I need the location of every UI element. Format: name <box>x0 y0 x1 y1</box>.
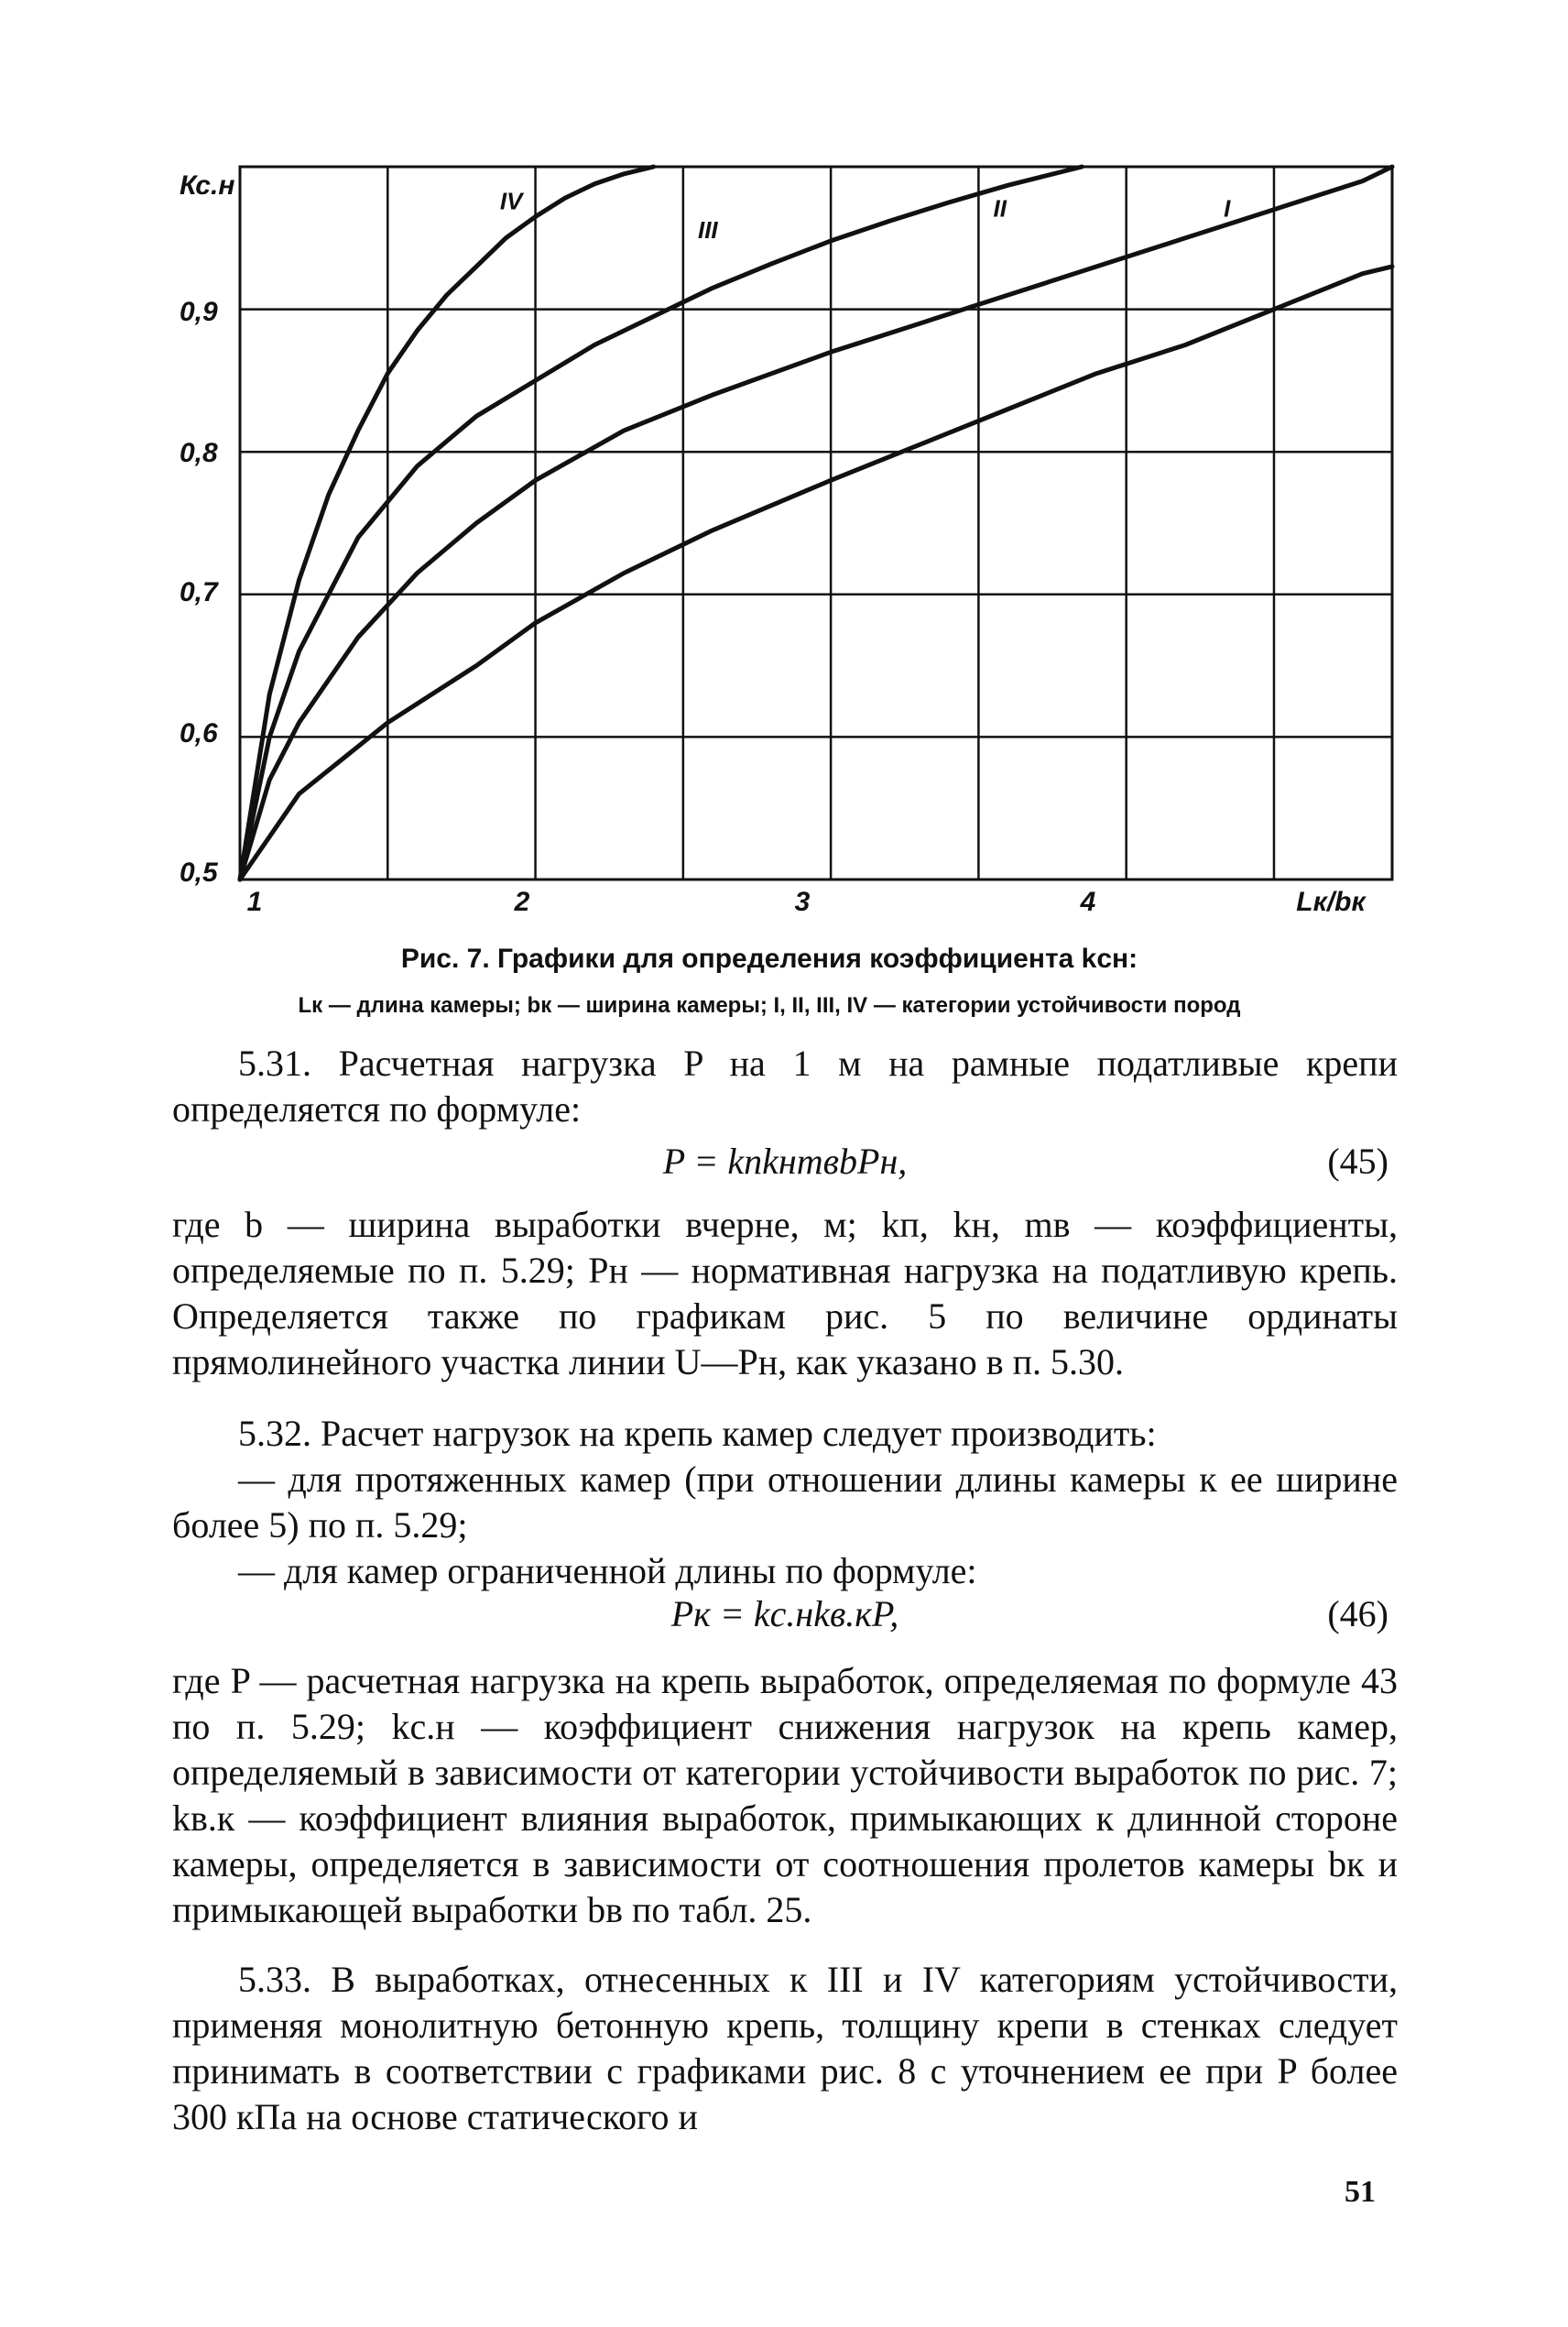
paragraph-text: где P — расчетная нагрузка на крепь выработок, определяемая по формуле 43 по п. 5.29; kс.н — коэффициент снижения нагрузок на крепь камер, определяемый в зависимости от категории устойчивости выработок по рис. 7; kв.к — коэффициент влияния выработок, примыкающих к длинной стороне камеры, определяется в зависимости от соотношения пролетов камеры bк и примыкающей выработки bв по табл. 25. <box>172 1660 1398 1930</box>
paragraph-text: где b — ширина выработки вчерне, м; kп, kн, mв — коэффициенты, определяемые по п. 5.29; Pн — нормативная нагрузка на податливую крепь. Определяется также по графикам рис. 5 по величине ординаты прямолинейного участка линии U—Pн, как указано в п. 5.30. <box>172 1204 1398 1382</box>
chart-curves <box>240 167 1392 879</box>
formula-expression: Pк = kс.нkв.кP, <box>670 1593 899 1634</box>
formula-number: (45) <box>1327 1141 1388 1182</box>
y-tick-label: 0,5 <box>180 858 218 888</box>
formula-45 <box>172 1140 1398 1185</box>
curve-label: I <box>1224 194 1231 223</box>
plot-frame <box>240 167 1392 879</box>
chart-curve-labels <box>500 188 1231 244</box>
paragraph-5-32 <box>172 1411 1398 1594</box>
figure-caption-legend: Lк — длина камеры; bк — ширина камеры; I, II, III, IV — категории устойчивости пород <box>298 993 1241 1018</box>
x-axis-label: Lк/bк <box>1296 887 1366 917</box>
curve-category-iii <box>240 167 1082 879</box>
formula-46 <box>172 1592 1398 1638</box>
curve-category-iv <box>240 167 654 879</box>
x-tick-label: 4 <box>1080 887 1096 917</box>
y-tick-label: 0,7 <box>180 577 218 607</box>
curve-label: II <box>993 194 1007 223</box>
paragraph-text: 5.33. В выработках, отнесенных к III и IV категориям устойчивости, применяя монолитную бетонную крепь, толщину крепи в стенках следует принимать в соответствии с графиками рис. 8 с уточнением ее при P более 300 кПа на основе статического и <box>172 1959 1398 2137</box>
curve-label: IV <box>499 187 523 215</box>
y-axis-label: Кс.н <box>180 170 235 201</box>
page-number: 51 <box>1345 2175 1376 2209</box>
paragraph-where-b <box>172 1202 1398 1385</box>
curve-label: III <box>697 215 718 244</box>
y-tick-label: 0,6 <box>180 718 218 748</box>
paragraph-5-33 <box>172 1957 1398 2140</box>
y-tick-label: 0,9 <box>180 297 218 327</box>
curve-category-ii <box>240 167 1392 879</box>
paragraph-5-31 <box>172 1041 1398 1132</box>
paragraph-text: 5.31. Расчетная нагрузка P на 1 м на рамные податливые крепи определяется по формуле: <box>172 1043 1398 1130</box>
x-tick-label: 1 <box>246 887 263 917</box>
chart-grid <box>240 167 1392 879</box>
paragraph-text: — для камер ограниченной длины по формуле: <box>238 1550 977 1591</box>
paragraph-where-p <box>172 1658 1398 1933</box>
y-tick-label: 0,8 <box>180 438 218 468</box>
figure-caption-title: Рис. 7. Графики для определения коэффициента kсн: <box>400 944 1138 974</box>
paragraph-text: 5.32. Расчет нагрузок на крепь камер следует производить: <box>238 1413 1157 1454</box>
x-tick-label: 2 <box>514 887 530 917</box>
paragraph-text: — для протяженных камер (при отношении длины камеры к ее ширине более 5) по п. 5.29; <box>172 1458 1398 1546</box>
formula-number: (46) <box>1327 1593 1388 1634</box>
formula-expression: P = kпkнmвbPн, <box>662 1141 908 1182</box>
x-tick-label: 3 <box>794 887 811 917</box>
